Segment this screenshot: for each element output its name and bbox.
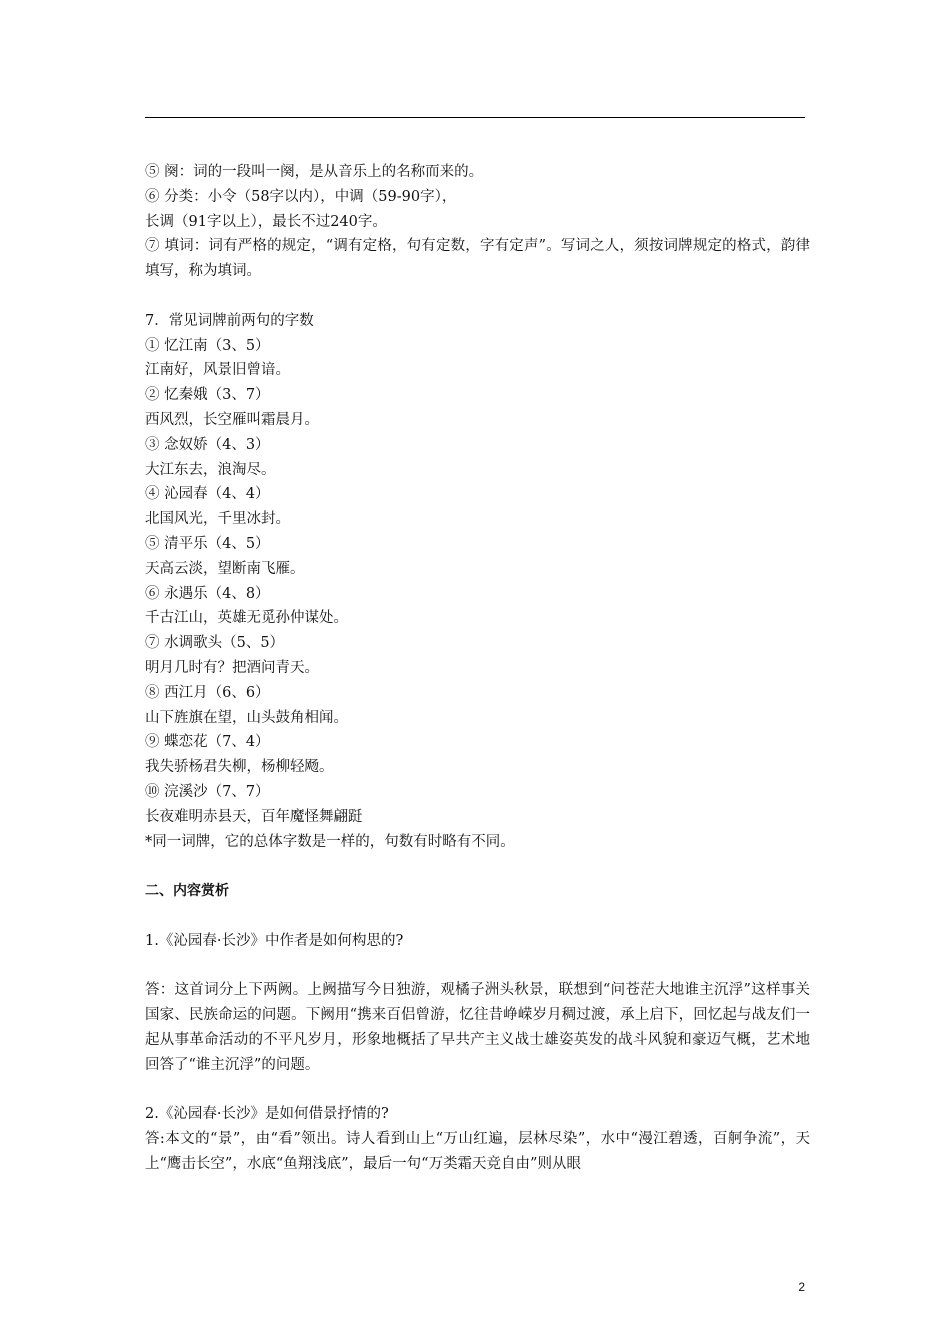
page-content: [145, 160, 810, 1177]
section7-footnote: *同一词牌，它的总体字数是一样的，句数有时略有不同。: [145, 833, 515, 850]
cipai-name: ① 忆江南（3、5）: [145, 337, 270, 354]
answer-2: 答:本文的“景”，由“看”领出。诗人看到山上“万山红遍，层林尽染”，水中“漫江碧透，百舸争流”，天上“鹰击长空”，水底“鱼翔浅底”，最后一句“万类霜天竞自由”则从眼: [145, 1131, 810, 1172]
cipai-example: 江南好，风景旧曾谙。: [145, 362, 290, 379]
note-tianci: ⑦ 填词：词有严格的规定，“调有定格，句有定数，字有定声”。写词之人，须按词牌规定的格式，韵律填写，称为填词。: [145, 238, 810, 280]
section2-heading: 二、内容赏析: [145, 883, 229, 900]
cipai-name: ③ 念奴娇（4、3）: [145, 436, 270, 453]
note-classification-cont: 长调（91字以上），最长不过240字。: [145, 213, 387, 230]
cipai-name: ⑩ 浣溪沙（7、7）: [145, 783, 270, 800]
answer-1: 答：这首词分上下两阙。上阙描写今日独游，观橘子洲头秋景，联想到“问苍茫大地谁主沉浮”这样事关国家、民族命运的问题。下阙用“携来百侣曾游，忆往昔峥嵘岁月稠过渡，承上启下，回忆起与战友们一起从事革命活动的不平凡岁月，形象地概括了早共产主义战士雄姿英发的战斗风貌和豪迈气概，艺术地回答了“谁主沉浮”的问题。: [145, 982, 810, 1073]
note-classification: ⑥ 分类：小令（58字以内），中调（59-90字），: [145, 188, 457, 205]
question-1: 1.《沁园春·长沙》中作者是如何构思的?: [145, 932, 404, 949]
note-que: ⑤ 阕：词的一段叫一阕，是从音乐上的名称而来的。: [145, 164, 484, 180]
page-number: 2: [798, 1280, 805, 1294]
cipai-example: 西风烈，长空雁叫霜晨月。: [145, 411, 319, 428]
cipai-list: [145, 334, 810, 830]
cipai-name: ⑨ 蝶恋花（7、4）: [145, 734, 270, 751]
cipai-example: 大江东去，浪淘尽。: [145, 461, 276, 478]
cipai-example: 山下旌旗在望，山头鼓角相闻。: [145, 709, 348, 726]
section7-title: 7．常见词牌前两句的字数: [145, 312, 314, 329]
cipai-example: 天高云淡，望断南飞雁。: [145, 560, 305, 577]
header-rule: [145, 117, 805, 118]
cipai-example: 明月几时有？把酒问青天。: [145, 659, 319, 676]
cipai-name: ② 忆秦娥（3、7）: [145, 387, 270, 404]
cipai-name: ⑥ 永遇乐（4、8）: [145, 585, 270, 602]
question-2: 2.《沁园春·长沙》是如何借景抒情的?: [145, 1106, 389, 1123]
cipai-example: 长夜难明赤县天，百年魔怪舞翩跹: [145, 808, 363, 825]
cipai-example: 北国风光，千里冰封。: [145, 511, 290, 528]
cipai-name: ⑤ 清平乐（4、5）: [145, 535, 270, 552]
cipai-example: 千古江山，英雄无觅孙仲谋处。: [145, 610, 348, 627]
cipai-example: 我失骄杨君失柳，杨柳轻飏。: [145, 759, 334, 776]
cipai-name: ⑦ 水调歌头（5、5）: [145, 635, 285, 652]
cipai-name: ④ 沁园春（4、4）: [145, 486, 270, 503]
cipai-name: ⑧ 西江月（6、6）: [145, 684, 270, 701]
